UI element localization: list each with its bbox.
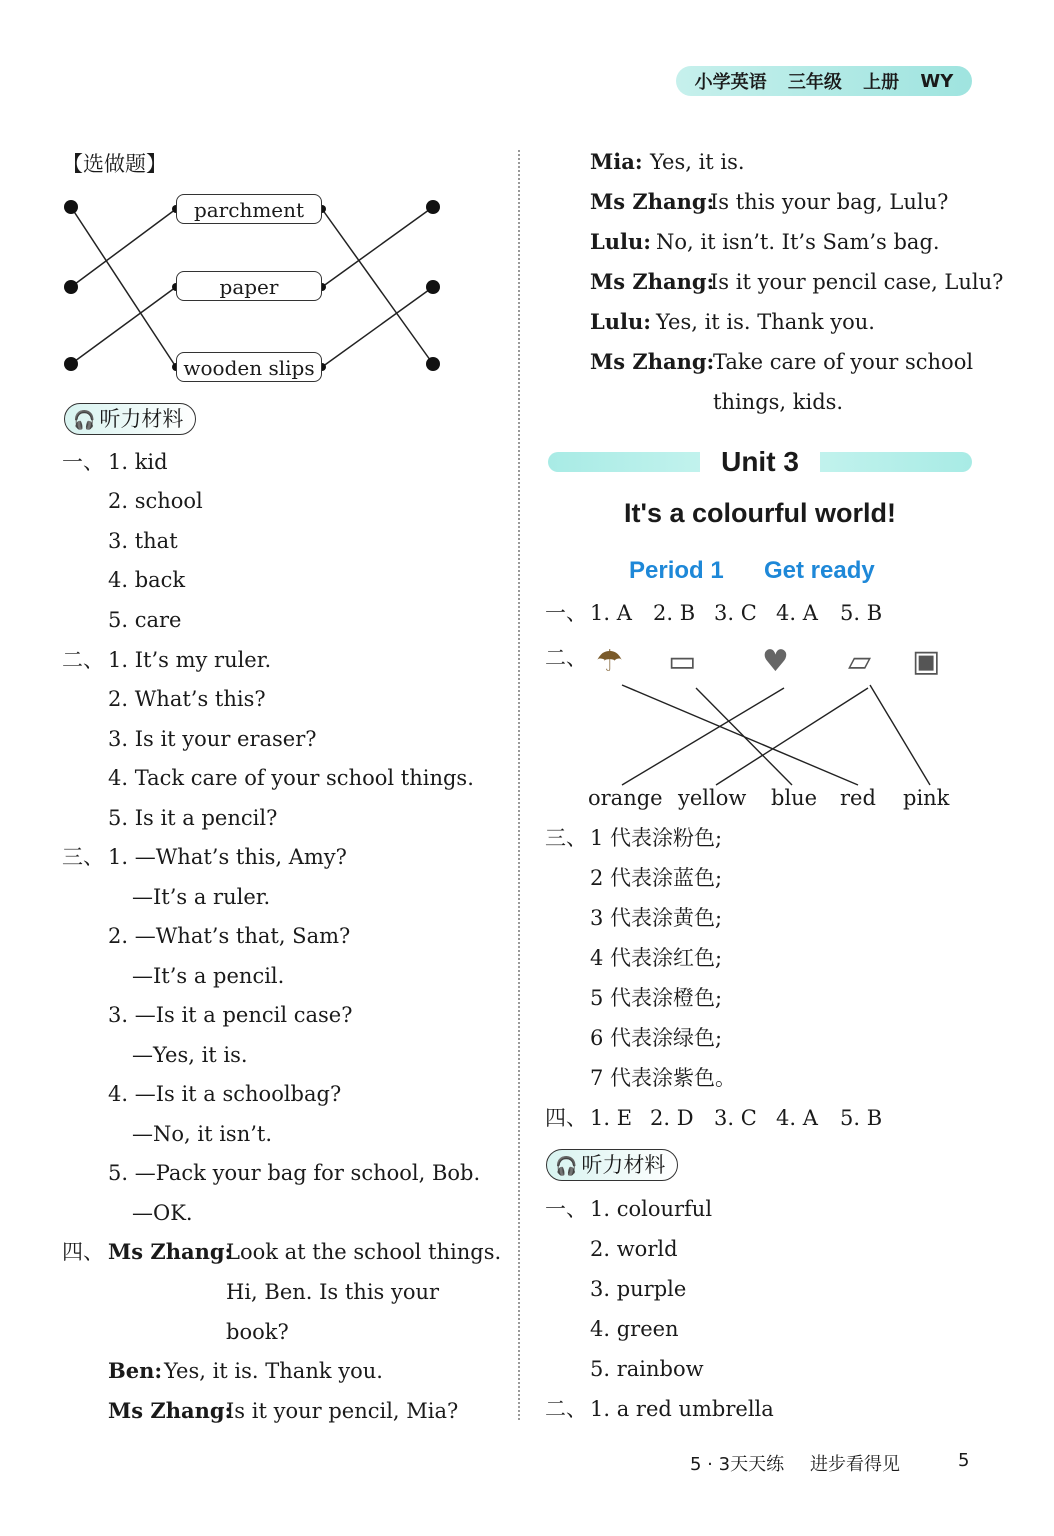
schoolbag-icon: ▣ xyxy=(912,644,941,679)
list-item: 1. It’s my ruler. xyxy=(108,648,272,672)
speaker: Mia: xyxy=(590,149,643,174)
match-line xyxy=(322,287,433,367)
answer: 2. B xyxy=(653,601,696,625)
section-number: 二、 xyxy=(62,648,104,672)
section-number: 一、 xyxy=(545,601,587,625)
header-subject: 小学英语 xyxy=(694,72,767,93)
answer: 5. B xyxy=(840,601,883,625)
answer: 5. B xyxy=(840,1106,883,1130)
left-dot xyxy=(64,200,78,214)
listening-title: 听力材料 xyxy=(581,1153,666,1177)
right-dot xyxy=(426,280,440,294)
header-edition: WY xyxy=(920,70,954,92)
list-item: 1. a red umbrella xyxy=(590,1397,774,1421)
list-item: 4 代表涂红色; xyxy=(590,946,723,970)
listening-title: 听力材料 xyxy=(99,407,184,431)
dialogue-line: 5. —Pack your bag for school, Bob. xyxy=(108,1161,481,1185)
list-item: 2. world xyxy=(590,1237,678,1261)
answer: 1. E xyxy=(590,1106,633,1130)
color-word: red xyxy=(840,786,876,810)
list-item: 2 代表涂蓝色; xyxy=(590,866,723,890)
list-item: 2. school xyxy=(108,489,203,513)
list-item: 3 代表涂黄色; xyxy=(590,906,723,930)
pencil-case-icon: ▭ xyxy=(668,644,697,679)
color-word: pink xyxy=(903,786,950,810)
speaker: Ben: xyxy=(108,1358,163,1383)
clothes-icon: ♥ xyxy=(762,644,789,679)
list-item: 4. Tack care of your school things. xyxy=(108,766,474,790)
match-line xyxy=(622,688,784,785)
list-item: 3. that xyxy=(108,529,178,553)
header-badge xyxy=(676,66,972,96)
dialogue-text: book? xyxy=(226,1320,289,1344)
dialogue-text: Yes, it is. Thank you. xyxy=(164,1359,383,1383)
match-line xyxy=(870,685,930,785)
dialogue-text: Take care of your school xyxy=(713,350,974,374)
section-number: 三、 xyxy=(62,845,104,869)
answer: 1. A xyxy=(590,601,632,625)
answer: 3. C xyxy=(714,1106,757,1130)
headphones-icon: 🎧 xyxy=(73,410,96,431)
list-item: 4. back xyxy=(108,568,186,592)
answer: 3. C xyxy=(714,601,757,625)
unit-subtitle: It's a colourful world! xyxy=(624,498,896,528)
list-item: 5 代表涂橙色; xyxy=(590,986,723,1010)
speaker: Ms Zhang: xyxy=(590,189,715,214)
listening-badge-right xyxy=(546,1149,678,1181)
headphones-icon: 🎧 xyxy=(555,1156,578,1177)
color-word: orange xyxy=(588,786,663,810)
list-item: 3. Is it your eraser? xyxy=(108,727,317,751)
dialogue-text: Hi, Ben. Is this your xyxy=(226,1280,440,1304)
answer: 4. A xyxy=(776,601,818,625)
dialogue-line: —No, it isn’t. xyxy=(132,1122,273,1146)
right-dot xyxy=(426,200,440,214)
speaker: Ms Zhang: xyxy=(108,1239,233,1264)
section-number: 一、 xyxy=(545,1197,587,1221)
pill-wooden-slips: wooden slips xyxy=(176,352,322,382)
dialogue-text: No, it isn’t. It’s Sam’s bag. xyxy=(656,230,940,254)
header-grade: 三年级 xyxy=(787,72,842,93)
pill-parchment: parchment xyxy=(176,194,322,224)
dialogue-text: Is it your pencil case, Lulu? xyxy=(710,270,1004,294)
match-line xyxy=(696,688,792,785)
dialogue-text: Yes, it is. Thank you. xyxy=(656,310,875,334)
dialogue-text: Is this your bag, Lulu? xyxy=(710,190,949,214)
list-item: 1. kid xyxy=(108,450,168,474)
section-number: 一、 xyxy=(62,450,104,474)
left-dot xyxy=(64,357,78,371)
optional-title: 【选做题】 xyxy=(62,152,167,176)
list-item: 5. rainbow xyxy=(590,1357,704,1381)
dialogue-line: 4. —Is it a schoolbag? xyxy=(108,1082,342,1106)
left-dot xyxy=(64,280,78,294)
match-line xyxy=(71,287,176,364)
speaker: Ms Zhang: xyxy=(590,269,715,294)
color-word: yellow xyxy=(678,786,747,810)
umbrella-icon: ☂ xyxy=(596,644,623,679)
list-item: 6 代表涂绿色; xyxy=(590,1026,723,1050)
speaker: Ms Zhang: xyxy=(590,349,715,374)
page-number: 5 xyxy=(958,1450,970,1471)
listening-badge-left xyxy=(64,403,196,435)
match-line xyxy=(322,207,433,287)
match-line xyxy=(71,209,176,287)
dialogue-line: 1. —What’s this, Amy? xyxy=(108,845,347,869)
answer: 2. D xyxy=(650,1106,694,1130)
right-dot xyxy=(426,357,440,371)
footer-brand: 5 · 3天天练 xyxy=(690,1454,785,1475)
section-number: 二、 xyxy=(545,646,587,670)
answer: 4. A xyxy=(776,1106,818,1130)
header-volume: 上册 xyxy=(863,72,900,93)
pill-paper: paper xyxy=(176,271,322,301)
list-item: 1 代表涂粉色; xyxy=(590,826,723,850)
list-item: 7 代表涂紫色。 xyxy=(590,1066,737,1090)
color-matching-lines xyxy=(540,600,980,800)
list-item: 5. Is it a pencil? xyxy=(108,806,278,830)
match-line xyxy=(71,207,176,367)
list-item: 2. What’s this? xyxy=(108,687,266,711)
period-name: Get ready xyxy=(764,557,875,584)
dialogue-line: —It’s a pencil. xyxy=(132,964,285,988)
period-label: Period 1 xyxy=(629,557,724,584)
list-item: 4. green xyxy=(590,1317,679,1341)
footer-slogan: 进步看得见 xyxy=(810,1454,900,1475)
speaker: Lulu: xyxy=(590,309,652,334)
section-number: 三、 xyxy=(545,826,587,850)
dialogue-text: Yes, it is. xyxy=(650,150,745,174)
dialogue-line: —OK. xyxy=(132,1201,193,1225)
speaker: Lulu: xyxy=(590,229,652,254)
dialogue-line: 2. —What’s that, Sam? xyxy=(108,924,351,948)
section-number: 四、 xyxy=(545,1106,587,1130)
match-line xyxy=(716,688,868,785)
speaker: Ms Zhang: xyxy=(108,1398,233,1423)
list-item: 5. care xyxy=(108,608,182,632)
dialogue-text: Look at the school things. xyxy=(226,1240,502,1264)
unit-title: Unit 3 xyxy=(700,444,820,480)
dialogue-line: —Yes, it is. xyxy=(132,1043,248,1067)
dialogue-text: things, kids. xyxy=(713,390,844,414)
list-item: 3. purple xyxy=(590,1277,687,1301)
dialogue-text: Is it your pencil, Mia? xyxy=(226,1399,459,1423)
dialogue-line: —It’s a ruler. xyxy=(132,885,271,909)
book-icon: ▱ xyxy=(848,644,872,679)
match-line xyxy=(322,209,433,364)
list-item: 1. colourful xyxy=(590,1197,713,1221)
color-word: blue xyxy=(771,786,818,810)
section-number: 二、 xyxy=(545,1397,587,1421)
dialogue-line: 3. —Is it a pencil case? xyxy=(108,1003,353,1027)
section-number: 四、 xyxy=(62,1240,104,1264)
